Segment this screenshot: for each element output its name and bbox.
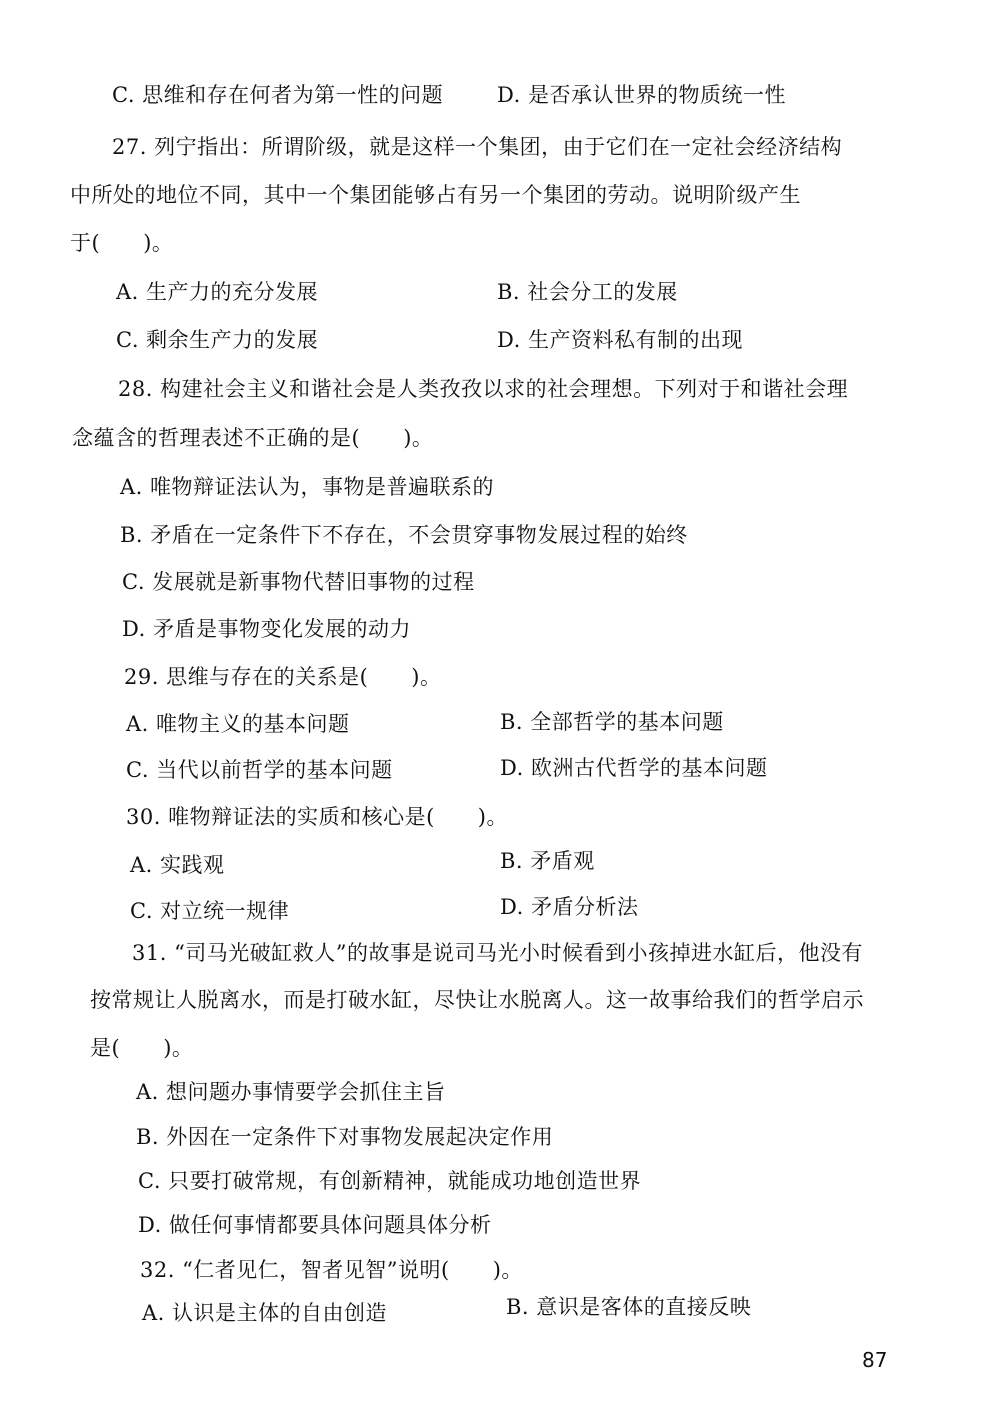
q29-question: 29. 思维与存在的关系是( )。	[124, 665, 442, 689]
q30-option-c: C. 对立统一规律	[130, 899, 290, 923]
q27-option-d: D. 生产资料私有制的出现	[497, 328, 743, 352]
q32-option-b: B. 意识是客体的直接反映	[506, 1295, 752, 1319]
q31-option-d: D. 做任何事情都要具体问题具体分析	[138, 1213, 492, 1237]
q29-option-c: C. 当代以前哲学的基本问题	[126, 758, 393, 782]
q29-option-a: A. 唯物主义的基本问题	[126, 712, 350, 736]
q27-option-b: B. 社会分工的发展	[497, 280, 678, 304]
q28-question-line-1: 28. 构建社会主义和谐社会是人类孜孜以求的社会理想。下列对于和谐社会理	[118, 377, 849, 401]
q26-option-c: C. 思维和存在何者为第一性的问题	[112, 83, 444, 107]
q31-question-line-3: 是( )。	[90, 1036, 194, 1060]
q28-option-d: D. 矛盾是事物变化发展的动力	[122, 617, 411, 641]
q30-option-b: B. 矛盾观	[500, 849, 595, 873]
q26-option-d: D. 是否承认世界的物质统一性	[497, 83, 786, 107]
q31-question-line-1: 31. “司马光破缸救人”的故事是说司马光小时候看到小孩掉进水缸后，他没有	[132, 941, 864, 965]
q32-option-a: A. 认识是主体的自由创造	[142, 1301, 388, 1325]
q30-option-a: A. 实践观	[130, 853, 225, 877]
q27-question-line-3: 于( )。	[70, 231, 174, 255]
q30-option-d: D. 矛盾分析法	[500, 895, 639, 919]
q27-question-line-1: 27. 列宁指出：所谓阶级，就是这样一个集团，由于它们在一定社会经济结构	[112, 135, 843, 159]
q31-option-a: A. 想问题办事情要学会抓住主旨	[136, 1080, 446, 1104]
q29-option-d: D. 欧洲古代哲学的基本问题	[500, 756, 768, 780]
q31-question-line-2: 按常规让人脱离水，而是打破水缸，尽快让水脱离人。这一故事给我们的哲学启示	[90, 988, 864, 1012]
q27-option-c: C. 剩余生产力的发展	[116, 328, 319, 352]
q27-question-line-2: 中所处的地位不同，其中一个集团能够占有另一个集团的劳动。说明阶级产生	[70, 183, 801, 207]
q28-option-b: B. 矛盾在一定条件下不存在，不会贯穿事物发展过程的始终	[120, 523, 688, 547]
q28-option-a: A. 唯物辩证法认为，事物是普遍联系的	[120, 475, 495, 499]
q29-option-b: B. 全部哲学的基本问题	[500, 710, 724, 734]
q28-question-line-2: 念蕴含的哲理表述不正确的是( )。	[72, 426, 434, 450]
q30-question: 30. 唯物辩证法的实质和核心是( )。	[126, 805, 508, 829]
q32-question: 32. “仁者见仁，智者见智”说明( )。	[140, 1258, 523, 1282]
q27-option-a: A. 生产力的充分发展	[116, 280, 319, 304]
q31-option-c: C. 只要打破常规，有创新精神，就能成功地创造世界	[138, 1169, 642, 1193]
q31-option-b: B. 外因在一定条件下对事物发展起决定作用	[136, 1125, 554, 1149]
page-number: 87	[862, 1348, 888, 1372]
q28-option-c: C. 发展就是新事物代替旧事物的过程	[122, 570, 475, 594]
